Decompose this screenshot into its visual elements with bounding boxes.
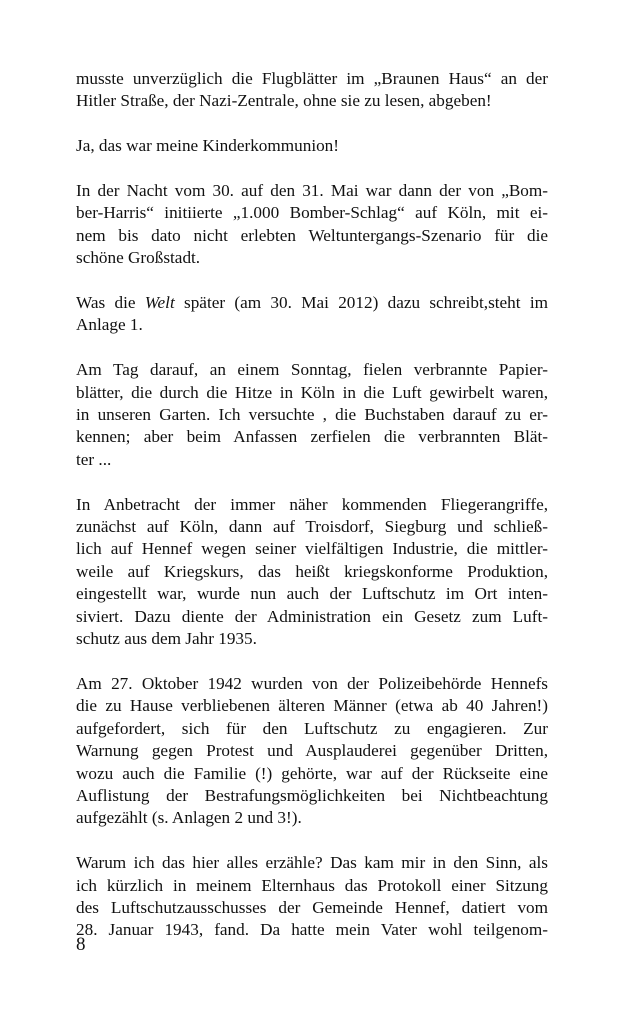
text-line: Ja, das war meine Kinderkommunion!	[76, 136, 339, 156]
paragraph-1	[76, 68, 548, 113]
text-line: die zu Hause verbliebenen älteren Männer (etwa ab 40 Jahren!)	[76, 696, 548, 716]
page-number: 8	[76, 934, 86, 955]
text-line: 28. Januar 1943, fand. Da hatte mein Vater wohl teilgenom-	[76, 920, 548, 940]
paragraph-6	[76, 494, 548, 651]
text-line: schöne Großstadt.	[76, 248, 201, 268]
text-line: wozu auch die Familie (!) gehörte, war auf der Rückseite eine	[76, 763, 548, 783]
text-line: aufgefordert, sich für den Luftschutz zu engagieren. Zur	[76, 718, 548, 738]
text-line: in unseren Garten. Ich versuchte , die Buchstaben darauf zu er-	[76, 405, 548, 425]
paragraph-5	[76, 359, 548, 471]
text-line: musste unverzüglich die Flugblätter im „Braunen Haus“ an der	[76, 69, 548, 88]
text-line: Warum ich das hier alles erzähle? Das kam mir in den Sinn, als	[76, 853, 548, 873]
text-line: des Luftschutzausschusses der Gemeinde Hennef, datiert vom	[76, 897, 548, 917]
text-line: ber-Harris“ initiierte „1.000 Bomber-Schlag“ auf Köln, mit ei-	[76, 203, 548, 223]
text-line: Am Tag darauf, an einem Sonntag, fielen verbrannte Papier-	[76, 360, 548, 380]
text-line: Hitler Straße, der Nazi-Zentrale, ohne sie zu lesen, abgeben!	[76, 91, 492, 111]
paragraph-7	[76, 673, 548, 830]
text-line: Anlage 1.	[76, 315, 143, 335]
text-line: lich auf Hennef wegen seiner vielfältigen Industrie, die mittler-	[76, 539, 548, 559]
text-line: Auflistung der Bestrafungsmöglichkeiten bei Nichtbeachtung	[76, 785, 548, 805]
text-line: Warnung gegen Protest und Ausplauderei gegenüber Dritten,	[76, 741, 548, 761]
text-line: In der Nacht vom 30. auf den 31. Mai war dann der von „Bom-	[76, 181, 548, 200]
text-line: nem bis dato nicht erlebten Weltuntergangs-Szenario für die	[76, 225, 548, 245]
text-line: schutz aus dem Jahr 1935.	[76, 629, 257, 649]
text-line: ter ...	[76, 449, 112, 469]
text-line: aufgezählt (s. Anlagen 2 und 3!).	[76, 808, 302, 828]
text-line: Am 27. Oktober 1942 wurden von der Polizeibehörde Hennefs	[76, 673, 548, 693]
text-line: In Anbetracht der immer näher kommenden Fliegerangriffe,	[76, 494, 548, 514]
text-line: weile auf Kriegskurs, das heißt kriegskonforme Produktion,	[76, 561, 548, 581]
text-line: zunächst auf Köln, dann auf Troisdorf, Siegburg und schließ-	[76, 517, 548, 537]
text-line: eingestellt war, wurde nun auch der Luftschutz im Ort inten-	[76, 584, 548, 604]
text-segment: später (am 30. Mai 2012) dazu schreibt,steht im	[174, 293, 548, 313]
text-line: kennen; aber beim Anfassen zerfielen die verbrannten Blät-	[76, 427, 548, 447]
paragraph-2	[76, 135, 548, 157]
paragraph-4	[76, 292, 548, 337]
body-text	[76, 68, 548, 942]
paragraph-3	[76, 180, 548, 270]
newspaper-name: Welt	[144, 293, 175, 313]
paragraph-8	[76, 852, 548, 942]
text-line: ich kürzlich in meinem Elternhaus das Protokoll einer Sitzung	[76, 875, 548, 895]
text-line: blätter, die durch die Hitze in Köln in die Luft gewirbelt waren,	[76, 382, 548, 402]
text-line	[76, 292, 548, 314]
text-segment: Was die	[76, 293, 145, 313]
text-line: siviert. Dazu diente der Administration ein Gesetz zum Luft-	[76, 606, 548, 626]
